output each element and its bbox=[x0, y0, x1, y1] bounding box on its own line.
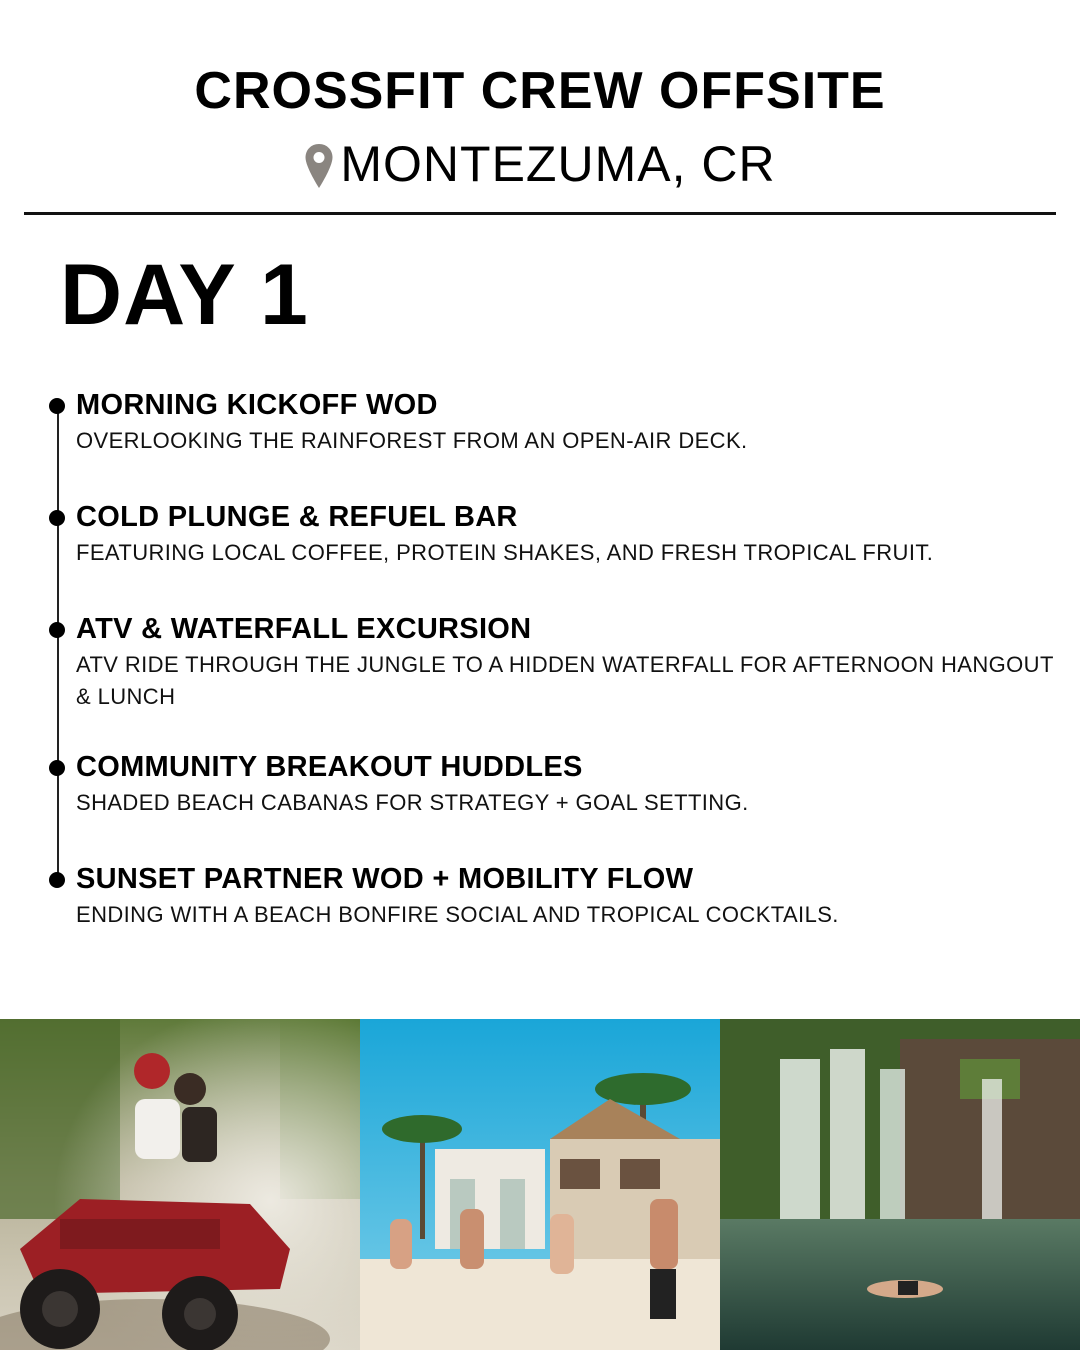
atv-photo bbox=[0, 1019, 360, 1350]
schedule-item bbox=[76, 613, 1056, 713]
schedule-item-title: COLD PLUNGE & REFUEL BAR bbox=[76, 501, 518, 533]
location-label: MONTEZUMA, CR bbox=[340, 136, 776, 192]
schedule-item bbox=[76, 863, 1056, 931]
schedule-item bbox=[76, 389, 1056, 457]
schedule-item-title: ATV & WATERFALL EXCURSION bbox=[76, 613, 532, 645]
schedule-item-desc: FEATURING LOCAL COFFEE, PROTEIN SHAKES, AND FRESH TROPICAL FRUIT. bbox=[76, 540, 934, 565]
waterfall-photo bbox=[720, 1019, 1080, 1350]
schedule-item-desc: OVERLOOKING THE RAINFOREST FROM AN OPEN-AIR DECK. bbox=[76, 428, 748, 453]
timeline-dot bbox=[49, 398, 65, 414]
map-pin-icon bbox=[304, 143, 334, 189]
schedule-item-desc: ATV RIDE THROUGH THE JUNGLE TO A HIDDEN WATERFALL FOR AFTERNOON HANGOUT & LUNCH bbox=[76, 652, 1054, 709]
timeline-dot bbox=[49, 872, 65, 888]
beach-workout-photo bbox=[360, 1019, 720, 1350]
day-heading: DAY 1 bbox=[60, 247, 309, 343]
timeline-line bbox=[57, 405, 59, 877]
page-title: CROSSFIT CREW OFFSITE bbox=[194, 62, 886, 120]
photo-strip bbox=[0, 1019, 1080, 1350]
schedule-item bbox=[76, 501, 1056, 569]
schedule-item-title: SUNSET PARTNER WOD + MOBILITY FLOW bbox=[76, 863, 694, 895]
timeline-dot bbox=[49, 760, 65, 776]
timeline-dot bbox=[49, 622, 65, 638]
timeline-dot bbox=[49, 510, 65, 526]
location bbox=[0, 134, 1080, 194]
schedule-item-title: MORNING KICKOFF WOD bbox=[76, 389, 438, 421]
schedule-item-desc: SHADED BEACH CABANAS FOR STRATEGY + GOAL SETTING. bbox=[76, 790, 749, 815]
schedule-item-title: COMMUNITY BREAKOUT HUDDLES bbox=[76, 751, 583, 783]
schedule-item-desc: ENDING WITH A BEACH BONFIRE SOCIAL AND TROPICAL COCKTAILS. bbox=[76, 902, 839, 927]
schedule-item bbox=[76, 751, 1056, 819]
header-divider bbox=[24, 212, 1056, 215]
